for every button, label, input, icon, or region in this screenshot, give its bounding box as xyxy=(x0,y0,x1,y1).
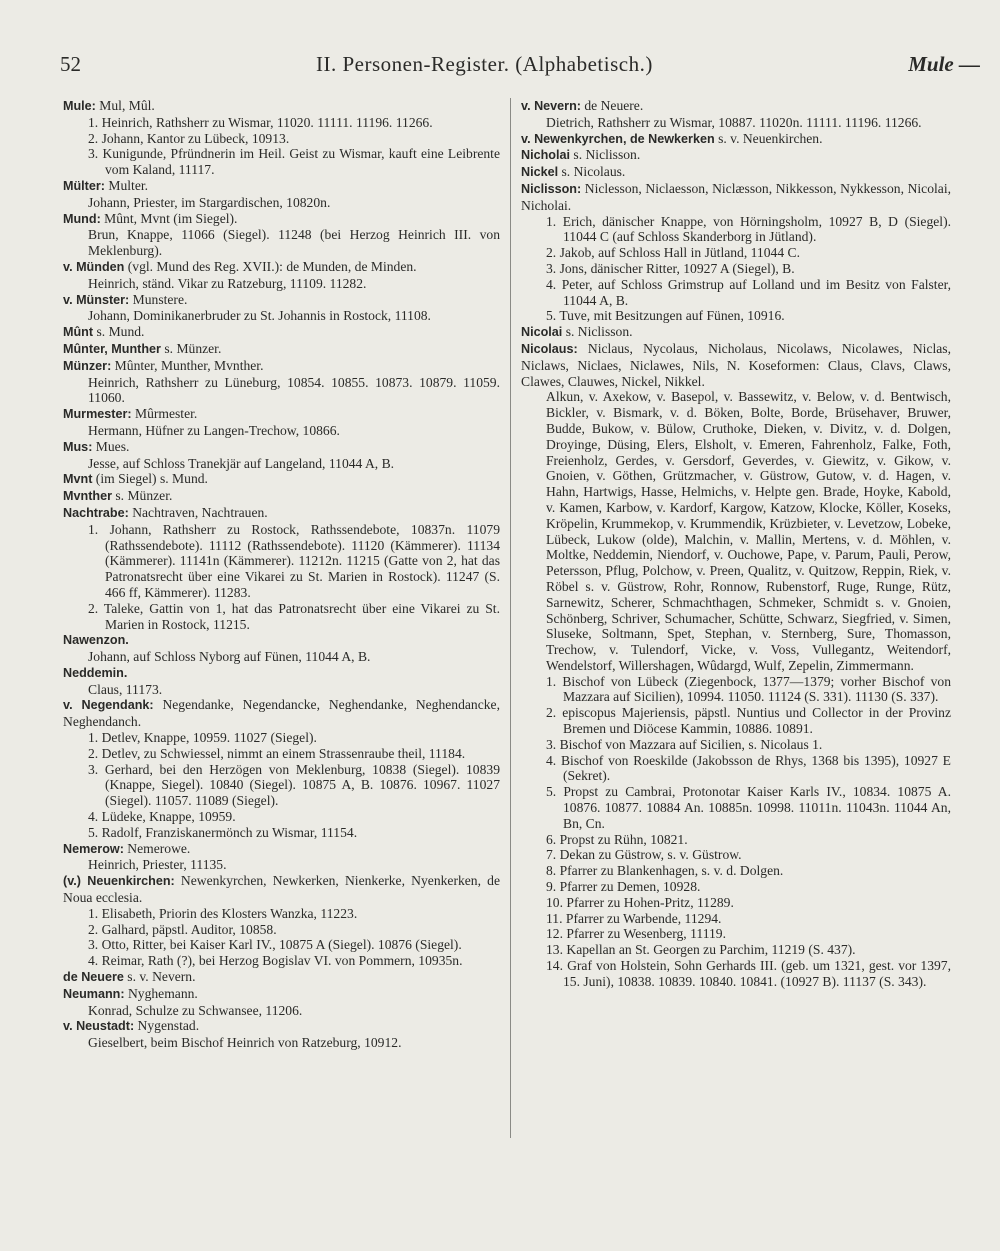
entry-item: 4. Lüdeke, Knappe, 10959. xyxy=(88,809,236,825)
entry-item: 1. Elisabeth, Priorin des Klosters Wanzka, 11223. xyxy=(88,905,358,921)
entry-item: 2. Detlev, zu Schwiessel, nimmt an einem Strassenraube theil, 11184. xyxy=(88,745,466,761)
register-entry xyxy=(63,969,500,986)
entry-head: Nicolaus: xyxy=(521,341,578,356)
entry-forms: Nygenstad. xyxy=(134,1018,200,1034)
entry-head: Niclisson: xyxy=(521,181,582,196)
entry-item: 7. Dekan zu Güstrow, s. v. Güstrow. xyxy=(546,847,742,863)
entry-item: Konrad, Schulze zu Schwansee, 11206. xyxy=(88,1002,303,1018)
entry-forms: Nemerowe. xyxy=(123,840,191,856)
register-entry xyxy=(63,697,500,840)
entry-item: 6. Propst zu Rühn, 10821. xyxy=(546,831,688,847)
entry-head: (v.) Neuenkirchen: xyxy=(63,874,175,889)
register-entry xyxy=(63,1018,500,1051)
entry-item: 5. Tuve, mit Besitzungen auf Fünen, 10916. xyxy=(546,308,785,324)
register-entry xyxy=(63,324,500,341)
entry-head: Nickel xyxy=(521,165,559,180)
register-entry xyxy=(521,164,951,181)
entry-item: 2. episcopus Majeriensis, päpstl. Nuntius und Collector in der Provinz Bremen und Diöcese Kammin, 10886. 10891. xyxy=(546,705,951,737)
register-entry xyxy=(63,439,500,472)
entry-head: Murmester: xyxy=(63,407,132,422)
entry-head: Mvnther xyxy=(63,489,112,504)
entry-forms: s. Münzer. xyxy=(111,488,173,504)
entry-head: Mülter: xyxy=(63,178,105,193)
entry-item: Johann, Dominikanerbruder zu St. Johannis in Rostock, 11108. xyxy=(88,308,431,324)
column-divider xyxy=(510,98,511,1138)
running-head: Mule — xyxy=(908,52,980,76)
entry-item: Heinrich, Rathsherr zu Lüneburg, 10854. 10855. 10873. 10879. 11059. 11060. xyxy=(88,374,500,406)
entry-forms: s. Niclisson. xyxy=(562,324,633,340)
register-entry xyxy=(63,341,500,358)
entry-item: 3. Jons, dänischer Ritter, 10927 A (Siegel), B. xyxy=(546,260,795,276)
entry-item: 9. Pfarrer zu Demen, 10928. xyxy=(546,879,701,895)
entry-item: Johann, Priester, im Stargardischen, 10820n. xyxy=(88,194,331,210)
entry-forms: s. v. Neuenkirchen. xyxy=(714,130,823,146)
entry-head: v. Negendank: xyxy=(63,698,154,713)
entry-item: 10. Pfarrer zu Hohen-Pritz, 11289. xyxy=(546,894,734,910)
entry-forms: (vgl. Mund des Reg. XVII.): de Munden, de Minden. xyxy=(124,258,417,274)
entry-head: Mvnt xyxy=(63,472,93,487)
entry-forms: Multer. xyxy=(104,177,149,193)
entry-item: 2. Jakob, auf Schloss Hall in Jütland, 11044 C. xyxy=(546,245,800,261)
entry-forms: s. Nicolaus. xyxy=(558,164,626,180)
entry-forms: Mues. xyxy=(92,438,130,454)
register-entry xyxy=(63,505,500,632)
entry-item: 5. Propst zu Cambrai, Protonotar Kaiser Karls IV., 10834. 10875 A. 10876. 10877. 10884 An. 10885n. 10998. 11011n. 11043n. 11044 An, Bn, Cn. xyxy=(546,784,951,831)
register-entry xyxy=(63,632,500,665)
entry-head: de Neuere xyxy=(63,970,124,985)
entry-item: 1. Johann, Rathsherr zu Rostock, Rathssendebote, 10837n. 11079 (Rathssendebote). 11112 (Rathssendebote). 11120 (Kämmerer). 11134 (Kämmerer). 11141n (Kämmerer). 11212n. 11215 (Gatte von 2, hat das Patronatsrecht über eine Vikarei zu St. Marien in Rostock). 11247 (S. 466 ff, Kämmerer). 11283. xyxy=(88,521,500,600)
entry-forms: (im Siegel) s. Mund. xyxy=(92,471,208,487)
register-entry xyxy=(63,406,500,439)
entry-head: v. Newenkyrchen, de Newkerken xyxy=(521,131,715,146)
entry-forms: Negendanke, Negendancke, Neghendanke, Neghendancke, Neghendanch. xyxy=(63,697,500,730)
entry-item: Heinrich, ständ. Vikar zu Ratzeburg, 11109. 11282. xyxy=(88,275,367,291)
entry-item: Jesse, auf Schloss Tranekjär auf Langeland, 11044 A, B. xyxy=(88,455,395,471)
register-entry xyxy=(63,986,500,1019)
page-title: II. Personen-Register. (Alphabetisch.) xyxy=(316,52,653,76)
entry-head: Nicholai xyxy=(521,148,570,163)
entry-item: 3. Kunigunde, Pfründnerin im Heil. Geist zu Wismar, kauft eine Leibrente vom Kaland, 11117. xyxy=(88,146,500,178)
entry-forms: Mûnter, Munther, Mvnther. xyxy=(111,357,264,373)
register-entry xyxy=(521,324,951,341)
entry-item: 3. Gerhard, bei den Herzögen von Meklenburg, 10838 (Siegel). 10839 (Knappe, Siegel). 10840 (Siegel). 10875 A, B. 10876. 10967. 11027 (Siegel). 11057. 11089 (Siegel). xyxy=(88,761,500,809)
register-entry xyxy=(63,178,500,211)
entry-head: Mûnt xyxy=(63,325,94,340)
entry-item: Alkun, v. Axekow, v. Basepol, v. Bassewitz, v. Below, v. d. Bentwisch, Bickler, v. Bismark, v. d. Böken, Bolte, Borde, Brüsehaver, Bruwer, Budde, Bukow, v. Bülow, Cruthoke, Dieken, v. Divitz, v. d. Dolgen, Droyinge, Düsing, Elers, Elsholt, v. Emeren, Fahrenholz, Falke, Foth, Freienholz, Gerdes, v. Gersdorf, Geverdes, v. Giewitz, v. Gikow, v. Gnoien, v. Göthen, Grützmacher, v. Güstrow, Gutow, v. d. Hagen, v. Hahn, Hartwigs, Hasse, Helmichs, v. Helpte gen. Brade, Hoyke, Kabold, v. Kamen, Karbow, v. Kardorf, Kargow, Katzow, Klocke, Köller, Koseks, Kröpelin, Krummekop, v. Krummendik, Krüzbieter, v. Levetzow, Lobeke, Lübeck, Lukow (olde), Malchin, v. Mallin, Mertens, v. d. Möhlen, v. Moltke, Neddemin, Niendorf, v. Ouchowe, Pape, v. Parum, Pauli, Perow, Petersson, Pflug, Polchow, v. Preen, Qualitz, v. Quitzow, Reppin, Riek, v. Röbel s. v. Güstrow, Rohr, Ronnow, Rubenstorf, Ruge, Runge, Rütz, Sarnewitz, Scherer, Schmachthagen, Schmeker, Schmidt s. v. Gnoien, Schönberg, Schriver, Schumacher, Schütte, Schwarz, Siegfried, v. Simen, Sluseke, Soltmann, Spet, Stephan, v. Sternberg, Sure, Thomasson, Trechow, v. Tulendorf, Vicke, v. Voss, Vullegantz, Weitendorf, Wendelstorf, Willershagen, Wûdargd, Wulf, Zepelin, Zimmermann. xyxy=(546,389,951,673)
register-entry xyxy=(63,211,500,259)
entry-head: Nemerow: xyxy=(63,841,124,856)
entry-head: v. Münden xyxy=(63,259,125,274)
entry-item: Dietrich, Rathsherr zu Wismar, 10887. 11020n. 11111. 11196. 11266. xyxy=(546,114,922,130)
entry-item: 4. Bischof von Roeskilde (Jakobsson de Rhys, 1368 bis 1395), 10927 E (Sekret). xyxy=(546,752,951,784)
entry-item: Brun, Knappe, 11066 (Siegel). 11248 (bei Herzog Heinrich III. von Meklenburg). xyxy=(88,227,500,259)
register-entry xyxy=(521,341,951,990)
entry-head: Nawenzon. xyxy=(63,633,129,648)
entry-item: 2. Galhard, päpstl. Auditor, 10858. xyxy=(88,921,277,937)
entry-forms: Newenkyrchen, Newkerken, Nienkerke, Nyenkerken, de Noua ecclesia. xyxy=(63,873,501,906)
entry-head: v. Nevern: xyxy=(521,99,581,113)
entry-item: 1. Erich, dänischer Knappe, von Hörningsholm, 10927 B, D (Siegel). 11044 C (auf Schloss Skanderborg in Jütland). xyxy=(546,213,951,245)
register-entry xyxy=(63,358,500,406)
entry-item: Hermann, Hüfner zu Langen-Trechow, 10866. xyxy=(88,422,340,438)
entry-item: 11. Pfarrer zu Warbende, 11294. xyxy=(546,910,722,926)
entry-forms: Niclesson, Niclaesson, Niclæsson, Nikkesson, Nykkesson, Nicolai, Nicholai. xyxy=(521,180,951,213)
register-entry xyxy=(521,131,951,148)
entry-forms: Nachtraven, Nachtrauen. xyxy=(128,504,268,520)
page-number: 52 xyxy=(60,52,81,76)
entry-item: Johann, auf Schloss Nyborg auf Fünen, 11044 A, B. xyxy=(88,649,371,665)
register-entry xyxy=(521,147,951,164)
entry-forms: de Neuere. xyxy=(580,98,644,113)
entry-forms: s. Mund. xyxy=(93,324,145,340)
register-entry xyxy=(63,488,500,505)
entry-item: Heinrich, Priester, 11135. xyxy=(88,857,227,873)
register-entry xyxy=(63,873,500,969)
entry-head: Nachtrabe: xyxy=(63,505,129,520)
left-column xyxy=(63,98,500,1051)
register-entry xyxy=(521,98,951,131)
entry-item: 8. Pfarrer zu Blankenhagen, s. v. d. Dolgen. xyxy=(546,863,784,879)
entry-forms: Mul, Mûl. xyxy=(95,98,155,113)
right-column xyxy=(521,98,951,990)
entry-item: 4. Reimar, Rath (?), bei Herzog Bogislav VI. von Pommern, 10935n. xyxy=(88,953,463,969)
entry-forms: Mûrmester. xyxy=(131,406,198,422)
entry-item: 2. Taleke, Gattin von 1, hat das Patronatsrecht über eine Vikarei zu St. Marien in Rostock, 11215. xyxy=(88,600,500,632)
register-entry xyxy=(63,292,500,325)
entry-forms: s. v. Nevern. xyxy=(123,969,196,985)
entry-head: Nicolai xyxy=(521,325,563,340)
entry-forms: Nyghemann. xyxy=(124,985,198,1001)
entry-head: Mus: xyxy=(63,439,93,454)
entry-head: Münzer: xyxy=(63,358,112,373)
entry-item: 14. Graf von Holstein, Sohn Gerhards III. (geb. um 1321, gest. vor 1397, 15. Juni), 10838. 10839. 10840. 10841. (10927 B). 11137 (S. 343). xyxy=(546,958,951,989)
entry-item: 1. Detlev, Knappe, 10959. 11027 (Siegel). xyxy=(88,730,317,746)
register-entry xyxy=(521,181,951,324)
register-entry xyxy=(63,665,500,698)
entry-head: v. Neustadt: xyxy=(63,1019,135,1034)
entry-head: Neumann: xyxy=(63,986,125,1001)
entry-item: 2. Johann, Kantor zu Lübeck, 10913. xyxy=(88,130,290,146)
entry-item: 12. Pfarrer zu Wesenberg, 11119. xyxy=(546,926,726,942)
entry-head: Mûnter, Munther xyxy=(63,341,161,356)
entry-head: Neddemin. xyxy=(63,665,128,680)
entry-item: 13. Kapellan an St. Georgen zu Parchim, 11219 (S. 437). xyxy=(546,942,856,958)
entry-head: v. Münster: xyxy=(63,292,130,307)
entry-item: 4. Peter, auf Schloss Grimstrup auf Lolland und im Besitz von Falster, 11044 A, B. xyxy=(546,276,951,308)
entry-head: Mund: xyxy=(63,211,101,226)
register-entry xyxy=(63,259,500,292)
entry-forms: Niclaus, Nycolaus, Nicholaus, Nicolaws, Nicolawes, Niclas, Niclaws, Niclaes, Niclawes, Nils, N. Koseformen: Claus, Clavs, Claws, Clawes, Clauwes, Nickel, Nikkel. xyxy=(521,340,951,389)
register-entry xyxy=(63,841,500,874)
entry-item: 1. Bischof von Lübeck (Ziegenbock, 1377—1379; vorher Bischof von Mazzara auf Sicilien), 10994. 11050. 11124 (S. 331). 11130 (S. 337). xyxy=(546,673,951,705)
entry-item: Gieselbert, beim Bischof Heinrich von Ratzeburg, 10912. xyxy=(88,1035,402,1051)
entry-forms: Munstere. xyxy=(129,291,188,307)
entry-forms: Mûnt, Mvnt (im Siegel). xyxy=(100,210,238,226)
register-entry xyxy=(63,98,500,178)
entry-item: 1. Heinrich, Rathsherr zu Wismar, 11020. 11111. 11196. 11266. xyxy=(88,114,433,130)
entry-head: Mule: xyxy=(63,99,96,113)
entry-item: Claus, 11173. xyxy=(88,681,163,697)
entry-forms: s. Münzer. xyxy=(160,340,222,356)
entry-item: 3. Otto, Ritter, bei Kaiser Karl IV., 10875 A (Siegel). 10876 (Siegel). xyxy=(88,937,462,953)
entry-item: 5. Radolf, Franziskanermönch zu Wismar, 11154. xyxy=(88,824,358,840)
entry-forms: s. Niclisson. xyxy=(570,147,641,163)
entry-item: 3. Bischof von Mazzara auf Sicilien, s. Nicolaus 1. xyxy=(546,736,823,752)
register-entry xyxy=(63,471,500,488)
page-header xyxy=(60,52,980,82)
